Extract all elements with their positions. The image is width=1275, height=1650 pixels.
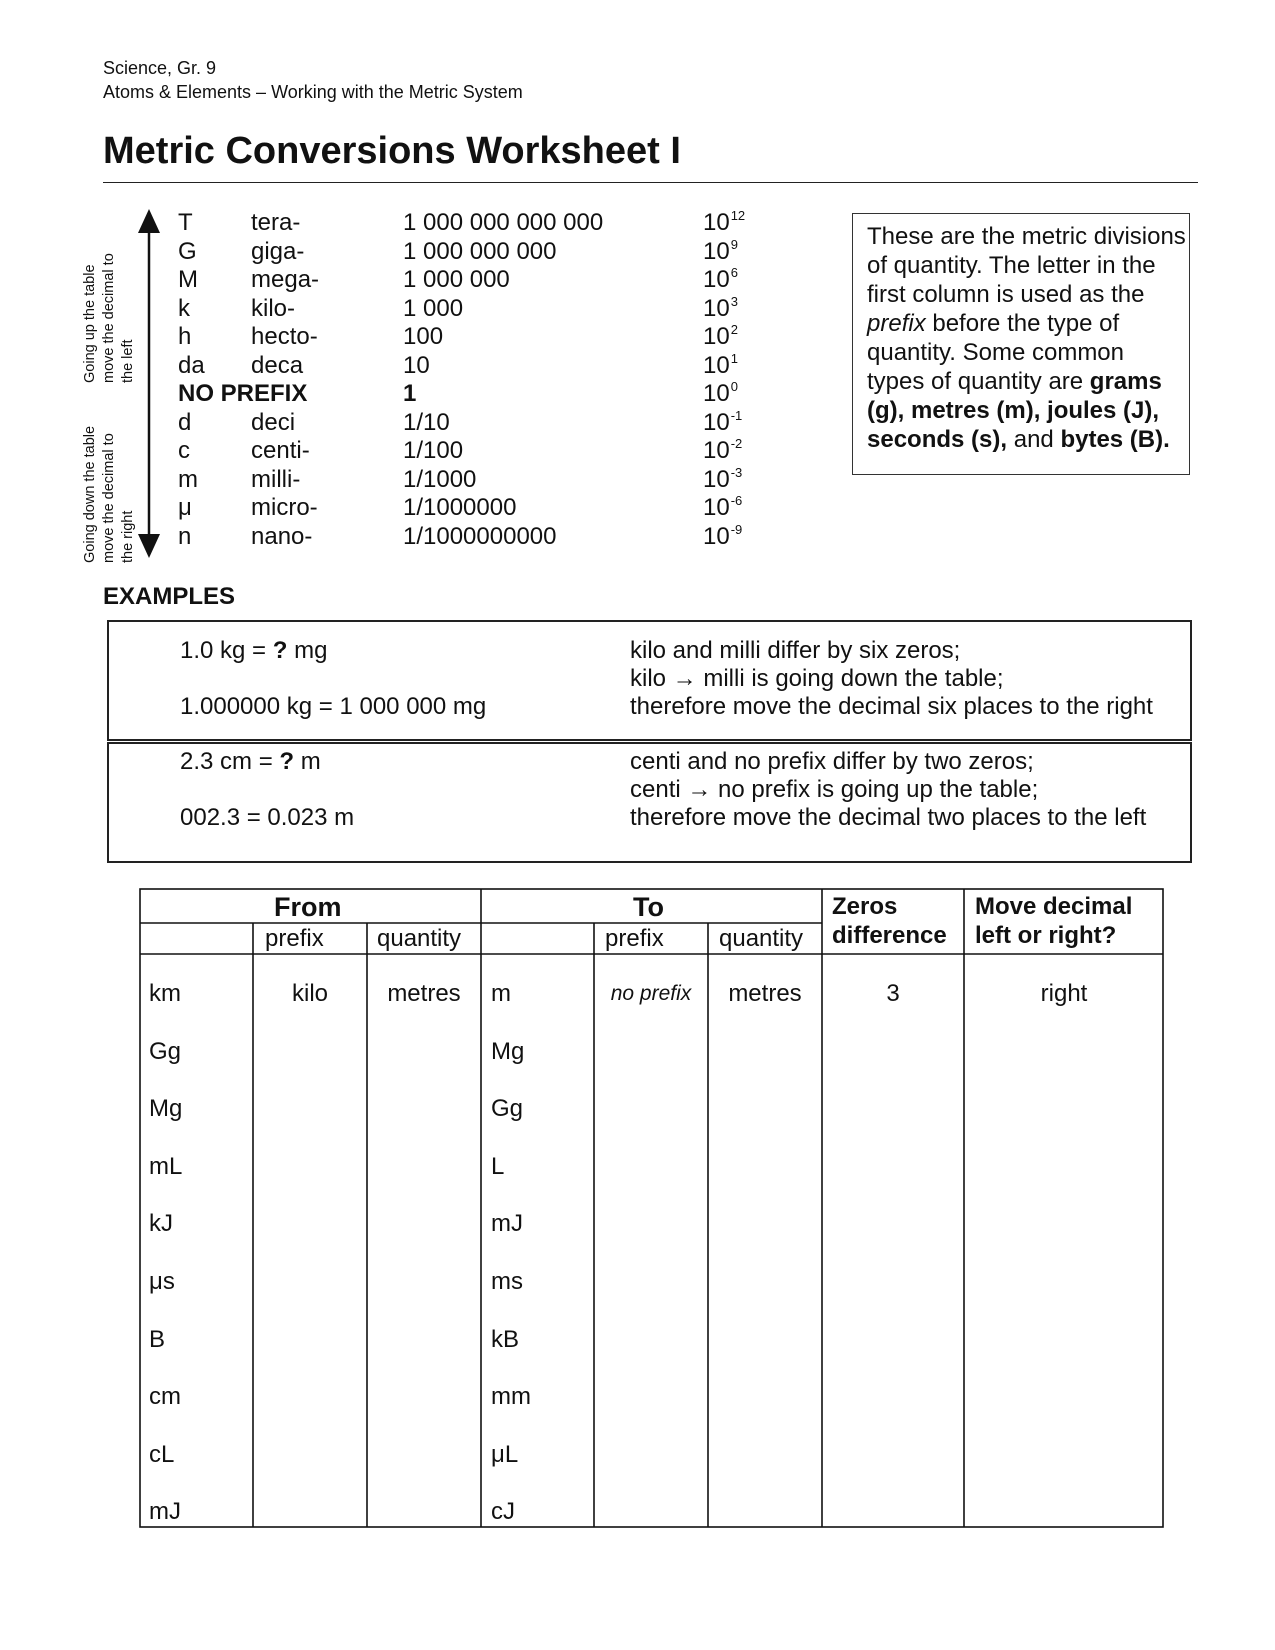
power-exponent: -6	[730, 493, 743, 508]
page-title: Metric Conversions Worksheet I	[103, 130, 681, 172]
prefix-value: 1 000 000	[403, 266, 510, 293]
prefix-power	[703, 522, 742, 554]
to-unit-cell: μL	[491, 1440, 519, 1468]
prefix-name: milli-	[251, 465, 301, 493]
power-exponent: 3	[730, 293, 738, 309]
to-unit-cell: cJ	[491, 1498, 515, 1526]
power-base: 10	[703, 494, 730, 521]
example-explanation: therefore move the decimal six places to the right	[630, 693, 1153, 720]
example-question-unit: m	[294, 748, 321, 775]
to-unit-cell: kB	[491, 1325, 520, 1353]
example-explanation: therefore move the decimal two places to the left	[630, 804, 1147, 831]
power-exponent: 0	[730, 379, 738, 394]
prefix-power	[703, 493, 742, 525]
from-unit-cell: Gg	[149, 1037, 182, 1065]
zeros-cell: 3	[886, 980, 900, 1007]
prefix-value: 1/1000000000	[403, 522, 557, 550]
prefix-value: 1/10	[403, 408, 450, 436]
power-exponent: 1	[730, 350, 738, 366]
power-exponent: 12	[730, 208, 746, 223]
example-question	[180, 637, 327, 665]
example-answer: 1.000000 kg = 1 000 000 mg	[180, 693, 487, 720]
example-question	[180, 748, 321, 776]
prefix-power	[703, 408, 742, 440]
power-base: 10	[703, 380, 730, 407]
power-base: 10	[703, 408, 730, 436]
prefix-name: hecto-	[251, 323, 318, 350]
power-base: 10	[703, 522, 730, 550]
example-question-mark: ?	[272, 637, 288, 664]
power-base: 10	[703, 209, 730, 236]
power-exponent: -1	[730, 407, 743, 423]
side-label-up-3: the left	[120, 339, 136, 383]
side-label-up-1: Going up the table	[82, 264, 98, 383]
prefix-symbol: m	[178, 465, 198, 493]
from-quantity-header: quantity	[377, 925, 462, 952]
info-text-part: before the type of quantity. Some common types of quantity are	[867, 310, 1125, 395]
to-unit-cell: Gg	[491, 1095, 524, 1123]
power-exponent: -2	[730, 436, 743, 451]
to-prefix-header: prefix	[605, 925, 664, 952]
power-base: 10	[703, 351, 730, 379]
prefix-name: deca	[251, 351, 304, 379]
power-exponent: 9	[730, 236, 738, 252]
power-exponent: 2	[730, 322, 738, 337]
power-base: 10	[703, 237, 730, 265]
prefix-power	[703, 294, 738, 326]
info-box	[852, 213, 1190, 475]
to-unit-cell: mJ	[491, 1210, 523, 1238]
prefix-symbol: μ	[178, 494, 192, 521]
side-label-down-3: the right	[120, 510, 136, 563]
prefix-symbol: NO PREFIX	[178, 380, 308, 407]
move-cell: right	[1040, 980, 1088, 1007]
course-label: Science, Gr. 9	[103, 58, 217, 78]
prefix-symbol: n	[178, 522, 192, 550]
from-unit-cell: km	[149, 980, 181, 1007]
prefix-symbol: k	[178, 294, 190, 322]
prefix-symbol: h	[178, 323, 192, 350]
side-label-down-1: Going down the table	[82, 425, 98, 563]
prefix-value: 1/1000	[403, 465, 477, 493]
example-explanation: centi and no prefix differ by two zeros;	[630, 748, 1034, 775]
prefix-name: nano-	[251, 522, 313, 550]
to-unit-cell: Mg	[491, 1037, 525, 1065]
prefix-value: 1/100	[403, 437, 464, 464]
example-box	[107, 620, 1192, 741]
power-exponent: 6	[730, 265, 738, 280]
from-prefix-cell: kilo	[291, 980, 328, 1007]
power-base: 10	[703, 437, 730, 464]
prefix-power	[703, 322, 738, 354]
info-quantity-types: grams (g), metres (m), joules (J), seconds (s),	[867, 368, 1162, 453]
prefix-name: tera-	[251, 209, 301, 236]
from-prefix-header: prefix	[265, 925, 324, 952]
side-label-up-2: move the decimal to	[101, 253, 117, 383]
up-down-arrow-icon	[134, 206, 164, 561]
prefix-value: 100	[403, 323, 444, 350]
to-quantity-header: quantity	[719, 925, 804, 952]
from-unit-cell: Mg	[149, 1095, 183, 1123]
prefix-value: 1 000 000 000	[403, 237, 557, 265]
unit-label: Atoms & Elements – Working with the Metric System	[103, 82, 523, 102]
prefix-symbol: T	[178, 209, 193, 236]
example-question-mark: ?	[279, 748, 295, 775]
info-text	[867, 222, 1187, 454]
prefix-value: 10	[403, 351, 430, 379]
to-unit-cell: L	[491, 1152, 505, 1180]
info-text-part: and	[1007, 426, 1061, 453]
example-question-text: 2.3 cm =	[180, 748, 280, 775]
move-header-line2: left or right?	[975, 922, 1117, 949]
prefix-symbol: G	[178, 237, 197, 265]
from-unit-cell: mL	[149, 1152, 183, 1180]
prefix-power	[703, 436, 742, 468]
from-unit-cell: cL	[149, 1440, 175, 1468]
example-box	[107, 742, 1192, 863]
side-label-down-2: move the decimal to	[101, 433, 117, 563]
info-text-part: These are the metric divisions of quantity. The letter in the first column is used as the	[867, 223, 1186, 308]
from-unit-cell: cm	[149, 1383, 181, 1411]
example-question-text: 1.0 kg =	[180, 637, 273, 664]
power-exponent: -9	[730, 521, 743, 537]
prefix-value: 1 000 000 000 000	[403, 209, 604, 236]
prefix-name: mega-	[251, 266, 320, 293]
example-explanation: centi → no prefix is going up the table;	[630, 776, 1039, 803]
prefix-value: 1 000	[403, 294, 464, 322]
prefix-power	[703, 208, 745, 240]
from-unit-cell: kJ	[149, 1210, 173, 1238]
prefix-power	[703, 351, 738, 383]
to-unit-cell: mm	[491, 1383, 531, 1411]
example-explanation: kilo → milli is going down the table;	[630, 665, 1004, 692]
info-bytes: bytes (B).	[1060, 426, 1170, 453]
prefix-symbol: c	[178, 437, 190, 464]
to-unit-cell: ms	[491, 1268, 523, 1295]
power-base: 10	[703, 266, 730, 293]
power-base: 10	[703, 294, 730, 322]
power-base: 10	[703, 323, 730, 350]
to-quantity-cell: metres	[728, 980, 802, 1007]
title-divider	[103, 182, 1198, 183]
prefix-name: deci	[251, 408, 296, 436]
prefix-power	[703, 379, 738, 411]
examples-heading: EXAMPLES	[103, 583, 236, 610]
example-question-unit: mg	[287, 637, 328, 664]
conversion-table	[139, 888, 1164, 1529]
move-header: Move decimal	[975, 893, 1133, 920]
prefix-power	[703, 465, 742, 497]
power-base: 10	[703, 465, 730, 493]
prefix-name: centi-	[251, 437, 310, 464]
zeros-header-line2: difference	[832, 922, 947, 949]
prefix-value: 1/1000000	[403, 494, 517, 521]
prefix-symbol: d	[178, 408, 192, 436]
power-exponent: -3	[730, 464, 743, 480]
from-unit-cell: B	[149, 1325, 166, 1353]
to-header: To	[633, 892, 664, 922]
example-explanation: kilo and milli differ by six zeros;	[630, 637, 961, 664]
prefix-symbol: M	[178, 266, 198, 293]
from-quantity-cell: metres	[387, 980, 461, 1007]
from-header: From	[274, 892, 342, 922]
prefix-power	[703, 265, 738, 297]
from-unit-cell: μs	[149, 1268, 175, 1295]
prefix-name: kilo-	[251, 294, 296, 322]
to-unit-cell: m	[491, 980, 511, 1007]
prefix-symbol: da	[178, 351, 205, 379]
to-prefix-cell: no prefix	[610, 982, 692, 1005]
from-unit-cell: mJ	[149, 1498, 181, 1526]
info-prefix-word: prefix	[867, 310, 926, 337]
zeros-header: Zeros	[832, 893, 898, 920]
example-answer: 002.3 = 0.023 m	[180, 804, 355, 831]
prefix-value: 1	[403, 380, 417, 407]
prefix-power	[703, 237, 738, 269]
prefix-name: giga-	[251, 237, 305, 265]
prefix-name: micro-	[251, 494, 318, 521]
